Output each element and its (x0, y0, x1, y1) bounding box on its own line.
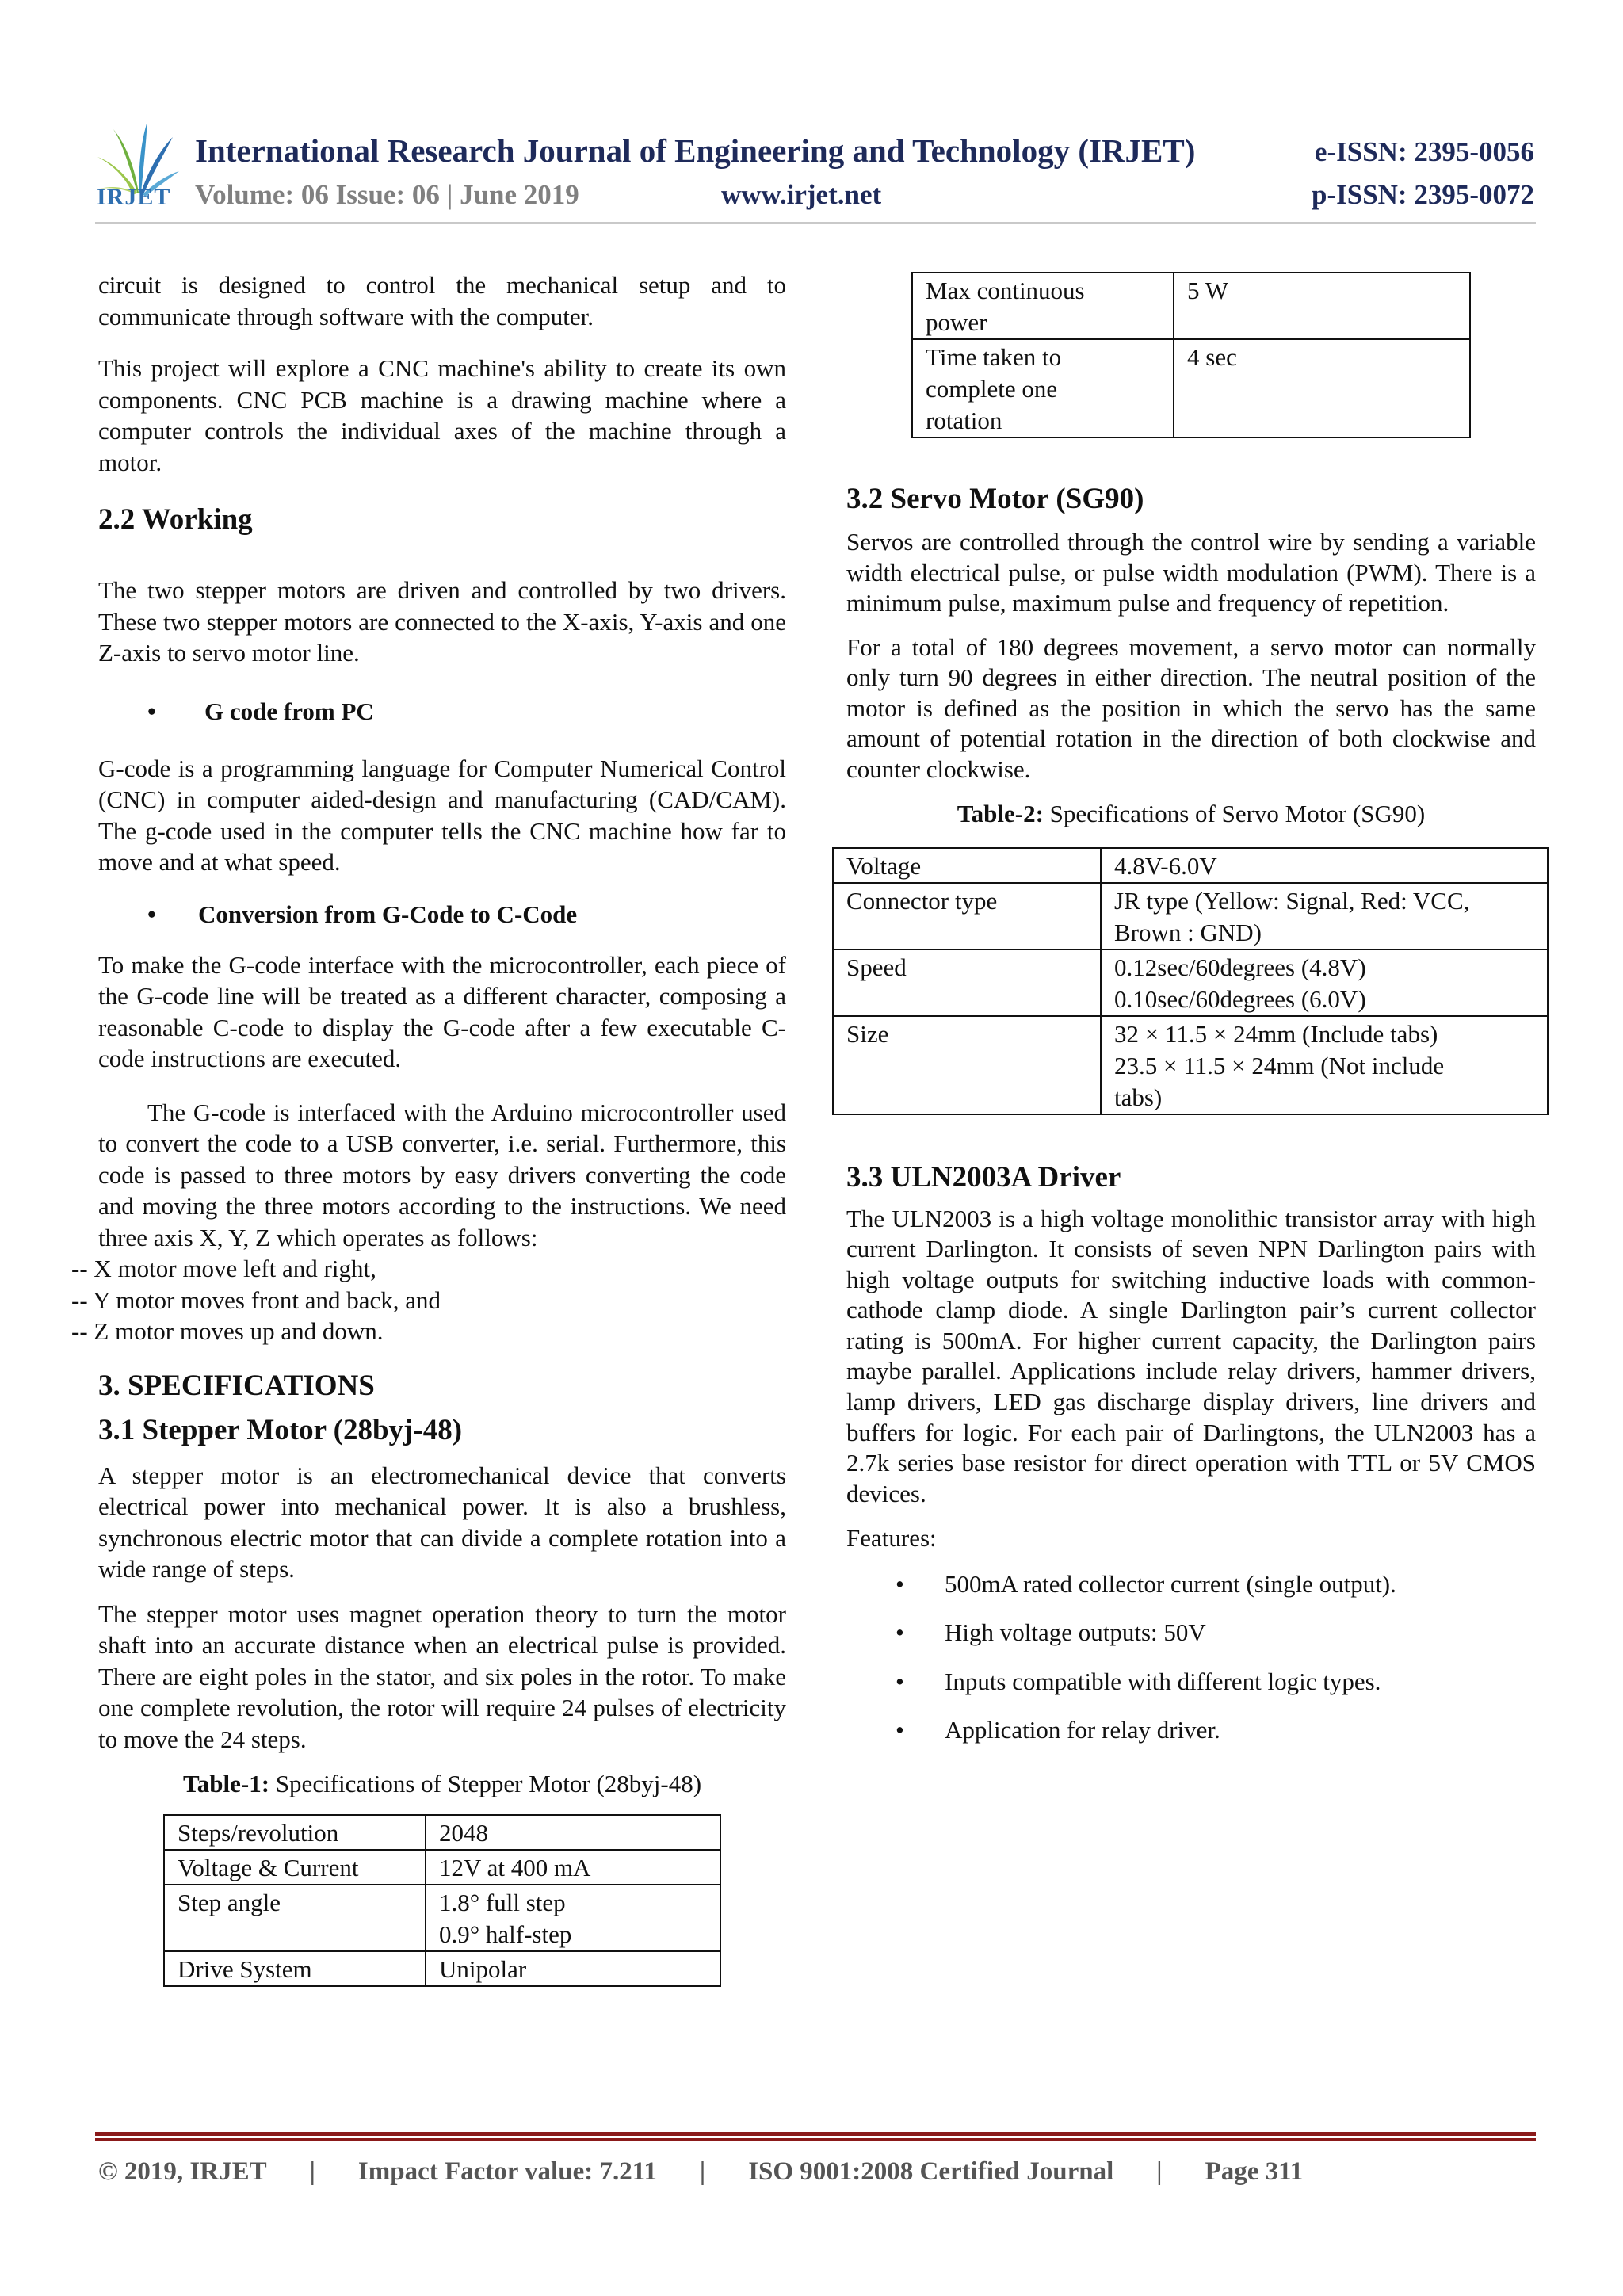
paragraph: This project will explore a CNC machine's ability to create its own components. CNC PCB machine is a drawing machine where a computer controls the individual axes of the machine through a motor. (98, 354, 786, 476)
paragraph: A stepper motor is an electromechanical device that converts electrical power into mechanical power. It is also a brushless, synchronous electric motor that can divide a complete rotation into a wide range of steps. (98, 1461, 786, 1583)
website-link[interactable]: www.irjet.net (721, 179, 882, 210)
e-issn: e-ISSN: 2395-0056 (1314, 136, 1534, 167)
servo-spec-table (832, 847, 1549, 1115)
table-cell: 4.8V-6.0V (1101, 848, 1548, 883)
left-column (71, 269, 786, 1987)
paragraph: Servos are controlled through the control wire by sending a variable width electrical pulse, or pulse width modulation (PWM). There is a minimum pulse, maximum pulse and frequency of repetition. (846, 528, 1536, 617)
table-cell: Connector type (833, 883, 1101, 949)
table-cell: 12V at 400 mA (426, 1850, 720, 1885)
table-cell: 32 × 11.5 × 24mm (Include tabs) 23.5 × 11.5 × 24mm (Not include tabs) (1101, 1016, 1548, 1114)
subsection-heading-stepper: 3.1 Stepper Motor (28byj-48) (98, 1413, 463, 1446)
table-cell: JR type (Yellow: Signal, Red: VCC, Brown : GND) (1101, 883, 1548, 949)
table-cell: Voltage & Current (164, 1850, 426, 1885)
axis-list (71, 1253, 786, 1347)
footer: © 2019, IRJET | Impact Factor value: 7.211 | ISO 9001:2008 Certified Journal | Page 311 (98, 2157, 1304, 2186)
bullet-heading-gcode: • G code from PC (98, 696, 786, 728)
table-cell: Unipolar (426, 1951, 720, 1986)
list-item: • Application for relay driver. (846, 1714, 1536, 1746)
copyright: © 2019, IRJET (98, 2157, 267, 2186)
bullet-icon: • (896, 1569, 904, 1598)
bullet-icon: • (147, 697, 156, 725)
table-row (164, 1885, 720, 1951)
footer-divider (95, 2132, 1536, 2136)
table-cell: Voltage (833, 848, 1101, 883)
table2-caption: Table-2: Specifications of Servo Motor (SG90) (957, 800, 1426, 827)
table-cell: 1.8° full step 0.9° half-step (426, 1885, 720, 1951)
paragraph: The stepper motor uses magnet operation theory to turn the motor shaft into an accurate distance when an electrical pulse is provided. There are eight poles in the stator, and six poles in the rotor. To make one complete revolution, the rotor will require 24 pulses of electricity to move the 24 steps. (98, 1599, 786, 1753)
bullet-icon: • (147, 900, 156, 928)
list-item: -- Z motor moves up and down. (71, 1317, 384, 1345)
bullet-icon: • (896, 1618, 904, 1647)
table-cell: 5 W (1174, 273, 1470, 339)
table-cell: Drive System (164, 1951, 426, 1986)
list-item: • High voltage outputs: 50V (846, 1617, 1536, 1648)
journal-title: International Research Journal of Engineering and Technology (IRJET) (195, 132, 1196, 169)
table-row (912, 339, 1470, 437)
table-cell: 4 sec (1174, 339, 1470, 437)
features-list (846, 1568, 1536, 1746)
table-cell: Time taken to complete one rotation (912, 339, 1174, 437)
table-row (164, 1951, 720, 1986)
subsection-heading-servo: 3.2 Servo Motor (SG90) (846, 483, 1144, 515)
page-number: Page 311 (1205, 2157, 1304, 2186)
p-issn: p-ISSN: 2395-0072 (1311, 179, 1534, 210)
logo-text: IRJET (97, 184, 171, 210)
paragraph: To make the G-code interface with the microcontroller, each piece of the G-code line will be treated as a different character, composing a reasonable C-code to display the G-code after a few executable C-code instructions are executed. (98, 950, 786, 1072)
paragraph: The two stepper motors are driven and controlled by two drivers. These two stepper motors are connected to the X-axis, Y-axis and one Z-axis to servo motor line. (98, 576, 786, 667)
paragraph: The ULN2003 is a high voltage monolithic transistor array with high current Darlington. It consists of seven NPN Darlington pairs with high voltage outputs for switching inductive loads with common-cathode clamp diode. A single Darlington pair’s current collector rating is 500mA. For higher current capacity, the Darlington pairs maybe parallel. Applications include relay drivers, hammer drivers, lamp drivers, LED gas discharge display drivers, line drivers and buffers for logic. For each pair of Darlingtons, the ULN2003 has a 2.7k series base resistor for direct operation with TTL or 5V CMOS devices. (846, 1204, 1536, 1507)
impact-factor: Impact Factor value: 7.211 (357, 2157, 657, 2186)
table1-caption: Table-1: Specifications of Stepper Motor (28byj-48) (182, 1770, 702, 1797)
paragraph: circuit is designed to control the mechanical setup and to communicate through software with the computer. (98, 271, 786, 330)
table-cell: 0.12sec/60degrees (4.8V) 0.10sec/60degrees (6.0V) (1101, 949, 1548, 1016)
section-heading-working: 2.2 Working (98, 503, 253, 536)
stepper-spec-table (163, 1814, 721, 1987)
section-heading-specifications: 3. SPECIFICATIONS (98, 1369, 375, 1402)
table-row (833, 883, 1548, 949)
table-cell: 2048 (426, 1815, 720, 1850)
table-row (833, 848, 1548, 883)
right-column (846, 269, 1536, 1763)
list-item: • 500mA rated collector current (single output). (846, 1568, 1536, 1600)
paragraph: For a total of 180 degrees movement, a servo motor can normally only turn 90 degrees in either direction. The neutral position of the motor is defined as the position in which the servo has the same amount of potential rotation in the direction of both clockwise and counter clockwise. (846, 632, 1536, 783)
iso-certification: ISO 9001:2008 Certified Journal (748, 2157, 1114, 2186)
paragraph: G-code is a programming language for Computer Numerical Control (CNC) in computer aided-design and manufacturing (CAD/CAM). The g-code used in the computer tells the CNC machine how far to move and at what speed. (98, 754, 786, 876)
list-item: -- X motor move left and right, (71, 1255, 376, 1282)
bullet-heading-conversion: • Conversion from G-Code to C-Code (98, 899, 786, 930)
header-divider (95, 222, 1536, 224)
stepper-spec-table-continued (911, 272, 1471, 438)
table-cell: Size (833, 1016, 1101, 1114)
table-row (164, 1815, 720, 1850)
table-cell: Max continuous power (912, 273, 1174, 339)
table-cell: Speed (833, 949, 1101, 1016)
table-cell: Step angle (164, 1885, 426, 1951)
footer-divider (95, 2138, 1536, 2141)
features-label: Features: (846, 1524, 937, 1553)
bullet-icon: • (896, 1716, 904, 1744)
table-row (833, 1016, 1548, 1114)
table-row (164, 1850, 720, 1885)
bullet-icon: • (896, 1667, 904, 1695)
subsection-heading-driver: 3.3 ULN2003A Driver (846, 1160, 1121, 1194)
table-row (833, 949, 1548, 1016)
list-item: -- Y motor moves front and back, and (71, 1286, 441, 1314)
paragraph: The G-code is interfaced with the Arduino microcontroller used to convert the code to a USB converter, i.e. serial. Furthermore, this code is passed to three motors by easy drivers converting the code and moving the three motors according to the instructions. We need three axis X, Y, Z which operates as follows: (98, 1098, 786, 1251)
table-cell: Steps/revolution (164, 1815, 426, 1850)
table-row (912, 273, 1470, 339)
list-item: • Inputs compatible with different logic types. (846, 1666, 1536, 1698)
volume-issue: Volume: 06 Issue: 06 | June 2019 (195, 179, 579, 210)
